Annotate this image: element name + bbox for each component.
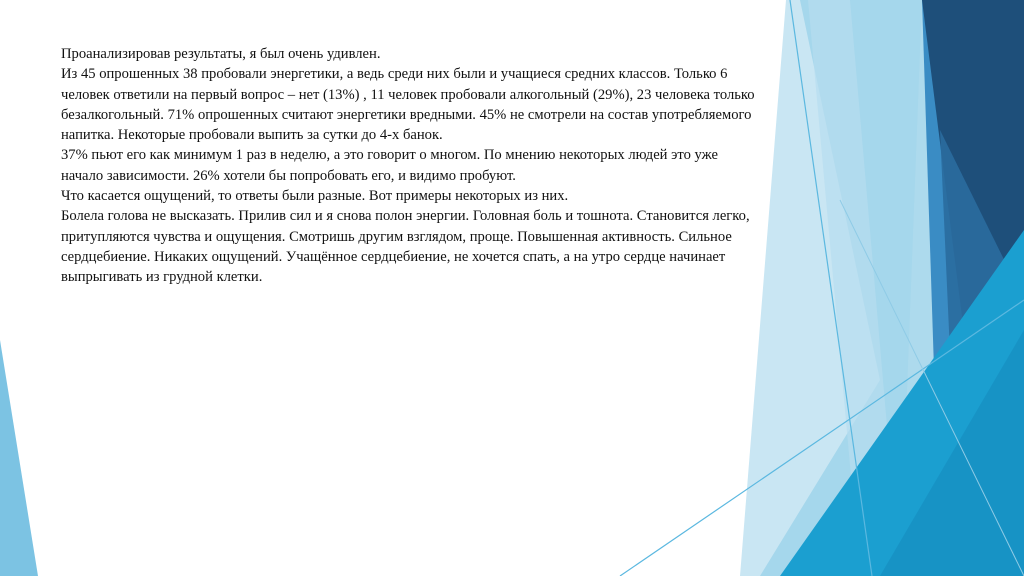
paragraph-sensations-intro: Что касается ощущений, то ответы были разные. Вот примеры некоторых из них.: [61, 188, 569, 205]
paragraph-intro: Проанализировав результаты, я был очень удивлен.: [61, 46, 381, 62]
paragraph-frequency: 37% пьют его как минимум 1 раз в неделю, а это говорит о многом. По мнению некоторых людей это уже начало зависимости. 26% хотели бы попробовать его, и видимо пробуют.: [61, 147, 719, 184]
left-triangle-shape: [0, 340, 38, 576]
paragraph-survey-results: Из 45 опрошенных 38 пробовали энергетики, а ведь среди них были и учащиеся средних классов. Только 6 человек ответили на первый вопрос – нет (13%) , 11 человек пробовали алкогольный (29%), 23 человека только безалкогольный. 71% опрошенных считают энергетики вредными. 45% не смотрели на состав употребляемого напитка. Некоторые пробовали выпить за сутки до 4-х банок.: [61, 66, 755, 144]
paragraph-sensations-examples: Болела голова не высказать. Прилив сил и я снова полон энергии. Головная боль и тошнота. Становится легко, притупляются чувства и ощущения. Смотришь другим взглядом, проще. Повышенная активность. Сильное сердцебиение. Никаких ощущений. Учащённое сердцебиение, не хочется спать, а на утро сердце начинает выпрыгивать из грудной клетки.: [61, 208, 750, 286]
slide-body-text: [61, 44, 761, 288]
